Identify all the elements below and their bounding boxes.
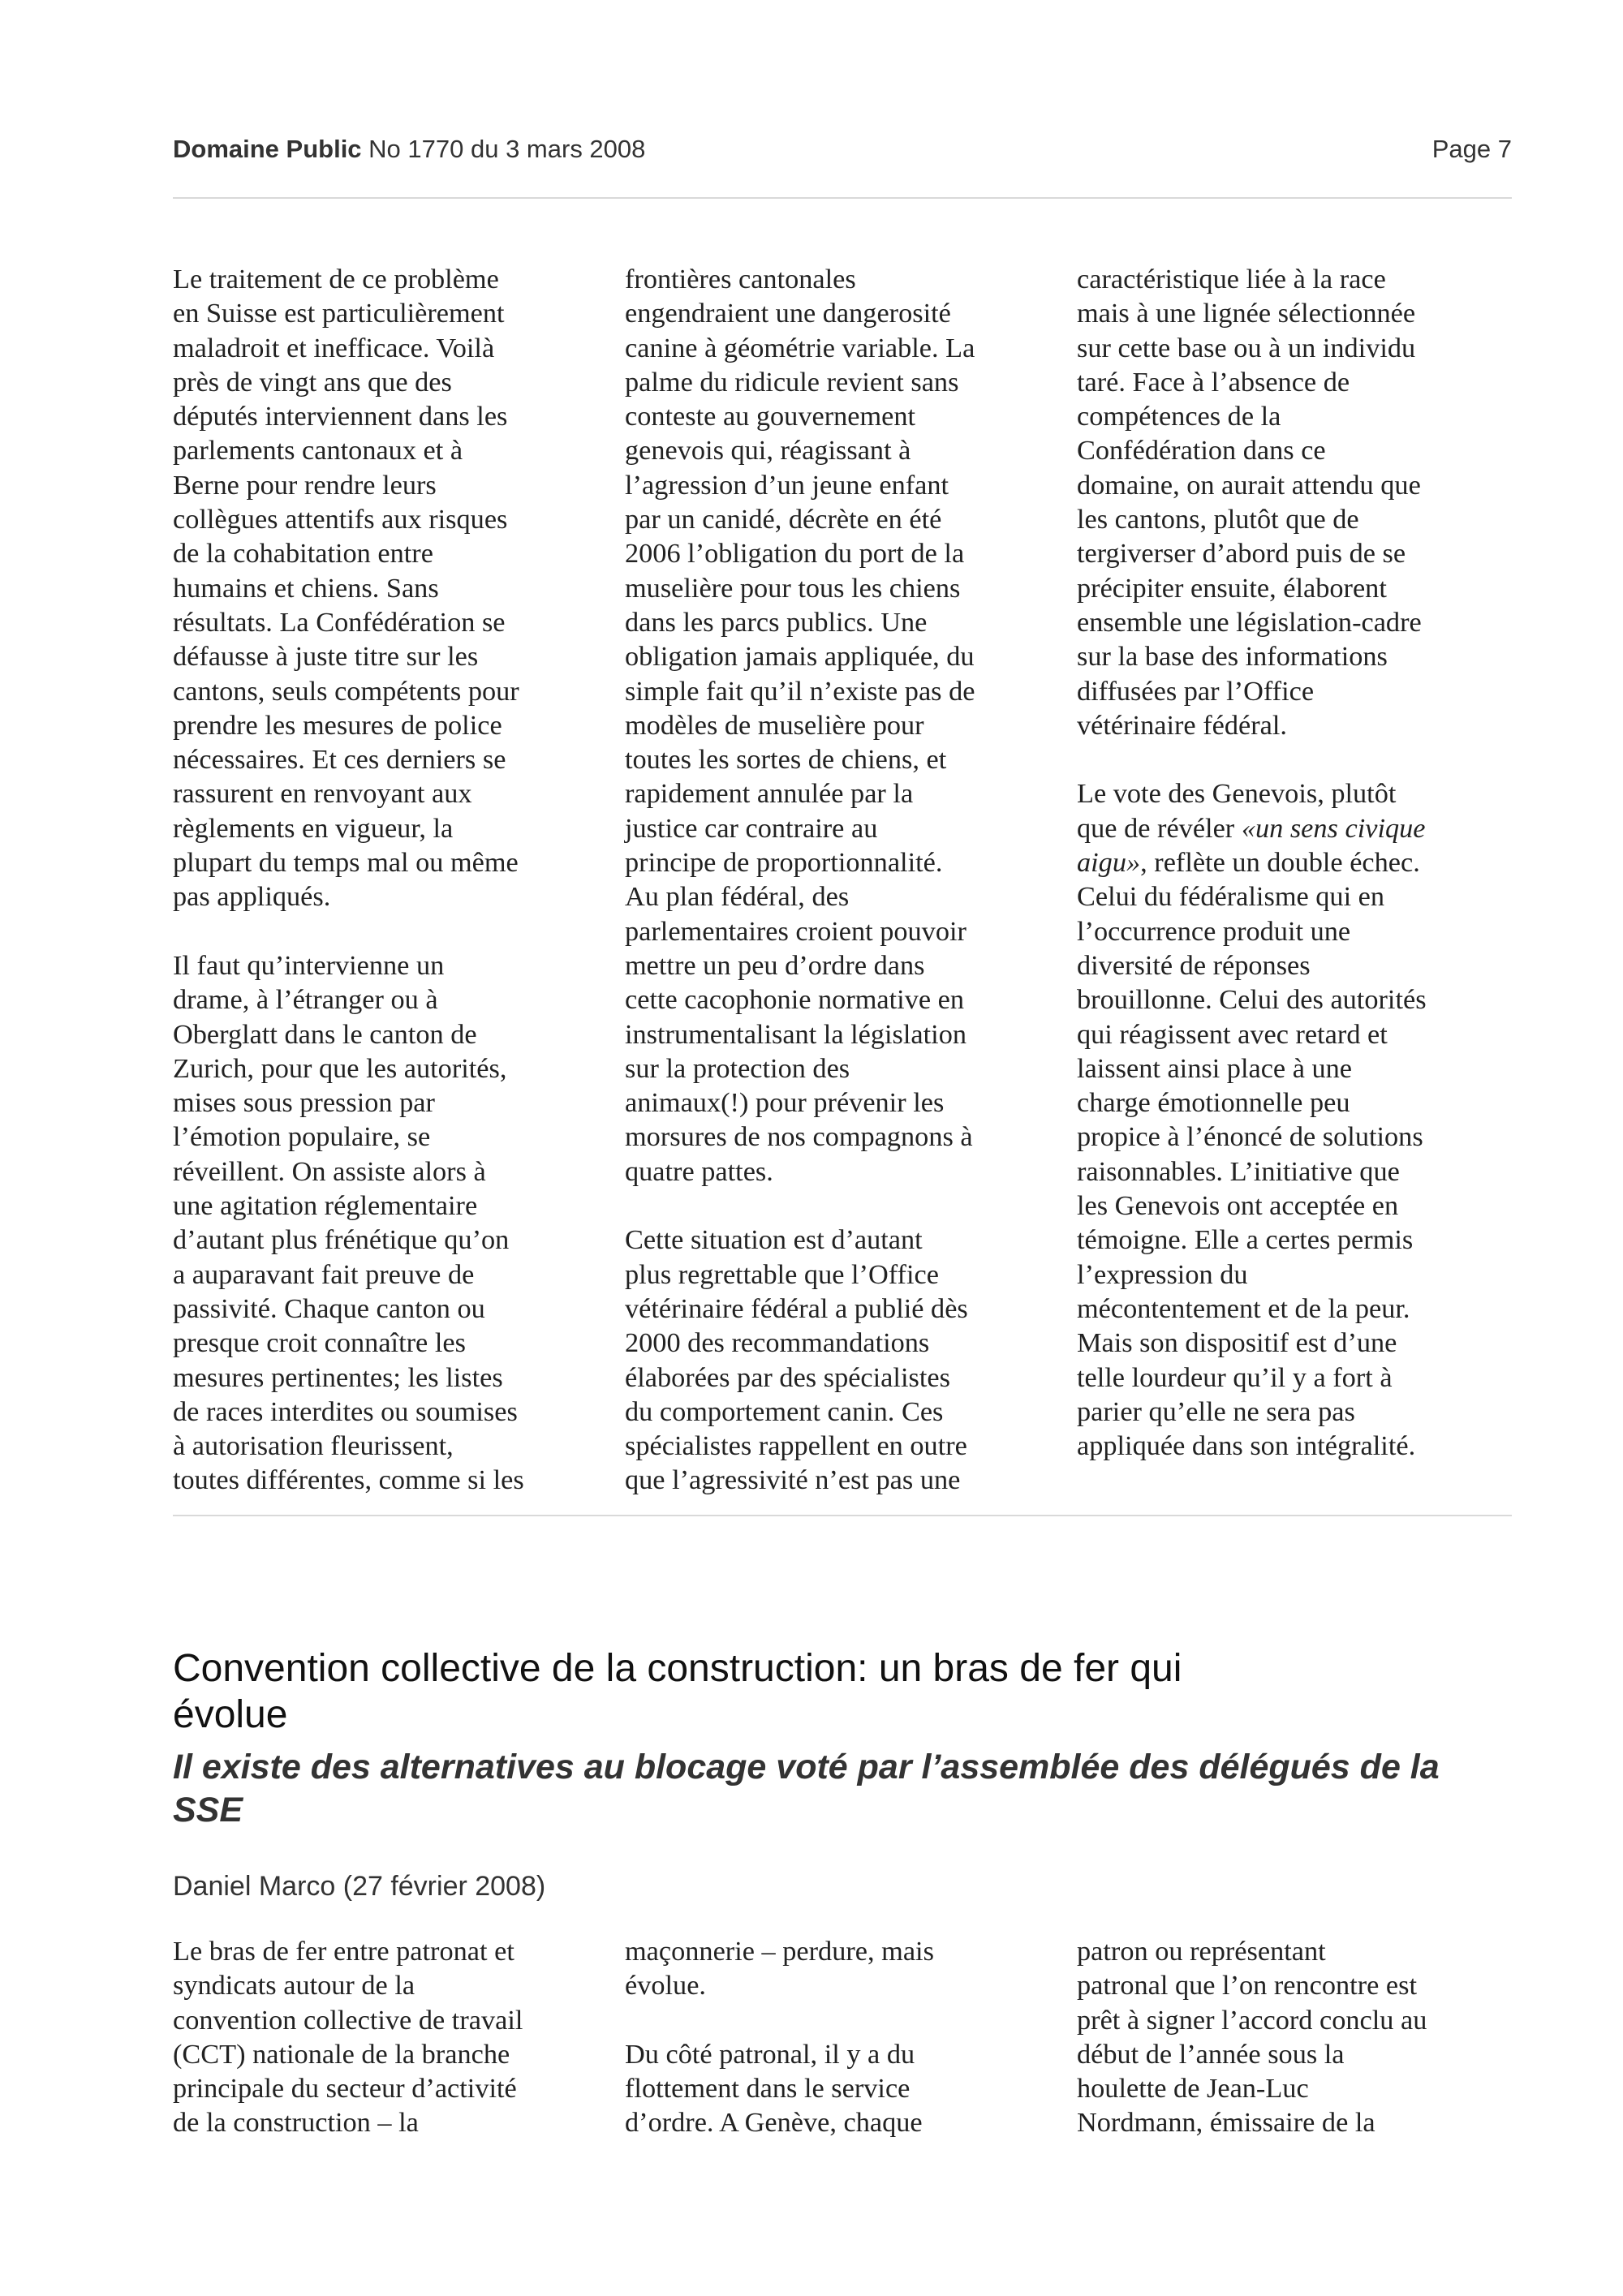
text-line: parlementaires croient pouvoir xyxy=(625,915,966,947)
paragraph xyxy=(625,1934,1053,2003)
text-line: plus regrettable que l’Office xyxy=(625,1258,939,1290)
text-line: (CCT) nationale de la branche xyxy=(173,2038,510,2070)
text-line: canine à géométrie variable. La xyxy=(625,332,975,363)
text-line: d’ordre. A Genève, chaque xyxy=(625,2107,923,2139)
text-line: Nordmann, émissaire de la xyxy=(1077,2107,1375,2139)
text-line: d’autant plus frénétique qu’on xyxy=(173,1224,510,1256)
text-line: l’agression d’un jeune enfant xyxy=(625,469,949,501)
text-line: caractéristique liée à la race xyxy=(1077,264,1386,295)
text-line: dans les parcs publics. Une xyxy=(625,606,928,638)
text-line: Le traitement de ce problème xyxy=(173,264,499,295)
text-line: quatre pattes. xyxy=(625,1155,773,1187)
quote-italic: «un sens civique xyxy=(1241,812,1426,844)
text-line: 2000 des recommandations xyxy=(625,1327,930,1359)
text-line: maladroit et inefficace. Voilà xyxy=(173,332,495,363)
text-line: sur la protection des xyxy=(625,1052,850,1084)
text-line: qui réagissent avec retard et xyxy=(1077,1018,1388,1050)
article2-column-1 xyxy=(173,1934,601,2140)
issue-info: No 1770 du 3 mars 2008 xyxy=(368,135,646,163)
text-line: à autorisation fleurissent, xyxy=(173,1430,454,1462)
text-line: parier qu’elle ne sera pas xyxy=(1077,1395,1355,1427)
paragraph-rest xyxy=(1077,879,1505,1463)
subtitle-line: SSE xyxy=(173,1791,243,1829)
text-line: début de l’année sous la xyxy=(1077,2038,1345,2070)
text-line: a auparavant fait preuve de xyxy=(173,1258,475,1290)
text-line: sur cette base ou à un individu xyxy=(1077,332,1416,363)
text-line: conteste au gouvernement xyxy=(625,401,916,432)
text-line: simple fait qu’il n’existe pas de xyxy=(625,675,975,707)
article2-column-3 xyxy=(1077,1934,1505,2140)
page-number: Page 7 xyxy=(1431,135,1512,163)
text-line: modèles de muselière pour xyxy=(625,709,924,741)
paragraph xyxy=(625,2037,1053,2140)
text-line: syndicats autour de la xyxy=(173,1970,415,2001)
publication-name: Domaine Public xyxy=(173,135,362,163)
text-line: toutes les sortes de chiens, et xyxy=(625,744,947,776)
text-line: tergiverser d’abord puis de se xyxy=(1077,538,1406,570)
text-line: Confédération dans ce xyxy=(1077,435,1326,467)
article1-column-1 xyxy=(173,262,601,1498)
text-line: près de vingt ans que des xyxy=(173,366,452,398)
text-line: frontières cantonales xyxy=(625,264,856,295)
text-line: Du côté patronal, il y a du xyxy=(625,2038,915,2070)
text-line: Le vote des Genevois, plutôt xyxy=(1077,778,1397,810)
text-line: propice à l’énoncé de solutions xyxy=(1077,1121,1423,1153)
title-line: évolue xyxy=(173,1693,288,1736)
text-line: pas appliqués. xyxy=(173,881,331,913)
text-line: passivité. Chaque canton ou xyxy=(173,1292,485,1324)
title-line: Convention collective de la construction: un bras de fer qui xyxy=(173,1647,1182,1690)
text-line: ensemble une législation-cadre xyxy=(1077,606,1422,638)
text-line: spécialistes rappellent en outre xyxy=(625,1430,967,1462)
text-line: Oberglatt dans le canton de xyxy=(173,1018,477,1050)
text-line: parlements cantonaux et à xyxy=(173,435,463,467)
text-line: patron ou représentant xyxy=(1077,1936,1326,1967)
text-line: les cantons, plutôt que de xyxy=(1077,504,1359,535)
text-line: animaux(!) pour prévenir les xyxy=(625,1087,945,1119)
text-line: mesures pertinentes; les listes xyxy=(173,1361,503,1393)
text-line: vétérinaire fédéral. xyxy=(1077,709,1287,741)
text-line: témoigne. Elle a certes permis xyxy=(1077,1224,1414,1256)
text-line: convention collective de travail xyxy=(173,2004,523,2036)
text-line: rassurent en renvoyant aux xyxy=(173,778,472,810)
text-line: l’occurrence produit une xyxy=(1077,915,1351,947)
text-line: morsures de nos compagnons à xyxy=(625,1121,973,1153)
text-line: sur la base des informations xyxy=(1077,641,1388,673)
paragraph xyxy=(173,948,601,1498)
article1-column-3 xyxy=(1077,262,1505,1463)
text-line: Le bras de fer entre patronat et xyxy=(173,1936,514,1967)
article-byline: Daniel Marco (27 février 2008) xyxy=(173,1871,546,1902)
text-line: raisonnables. L’initiative que xyxy=(1077,1155,1400,1187)
text-line: laissent ainsi place à une xyxy=(1077,1052,1353,1084)
paragraph xyxy=(1077,776,1505,1463)
paragraph xyxy=(173,262,601,914)
text-line: taré. Face à l’absence de xyxy=(1077,366,1350,398)
text-line: cette cacophonie normative en xyxy=(625,984,965,1016)
paragraph xyxy=(625,262,1053,1189)
text-line: justice car contraire au xyxy=(625,812,878,844)
text-line: en Suisse est particulièrement xyxy=(173,298,505,329)
text-line: de la construction – la xyxy=(173,2107,419,2139)
text-line: diffusées par l’Office xyxy=(1077,675,1315,707)
text-line: mécontentement et de la peur. xyxy=(1077,1292,1410,1324)
text-line: cantons, seuls compétents pour xyxy=(173,675,519,707)
article-divider xyxy=(173,1515,1512,1516)
header-divider xyxy=(173,197,1512,199)
text-line: l’émotion populaire, se xyxy=(173,1121,431,1153)
paragraph xyxy=(173,1934,601,2140)
text-line: charge émotionnelle peu xyxy=(1077,1087,1350,1119)
text-line: maçonnerie – perdure, mais xyxy=(625,1936,934,1967)
paragraph xyxy=(1077,262,1505,742)
text-line: appliquée dans son intégralité. xyxy=(1077,1430,1416,1462)
text-line: brouillonne. Celui des autorités xyxy=(1077,984,1427,1016)
text-line: députés interviennent dans les xyxy=(173,401,508,432)
text-span: que de révéler xyxy=(1077,812,1242,844)
page-header xyxy=(173,133,1512,166)
text-line: engendraient une dangerosité xyxy=(625,298,951,329)
text-line: compétences de la xyxy=(1077,401,1281,432)
text-line: précipiter ensuite, élaborent xyxy=(1077,572,1387,604)
text-line: que l’agressivité n’est pas une xyxy=(625,1464,961,1496)
text-line: mais à une lignée sélectionnée xyxy=(1077,298,1416,329)
text-line: Cette situation est d’autant xyxy=(625,1224,923,1256)
text-line: patronal que l’on rencontre est xyxy=(1077,1970,1418,2001)
text-line: évolue. xyxy=(625,1970,706,2001)
text-line: presque croit connaître les xyxy=(173,1327,466,1359)
quote-italic: aigu» xyxy=(1077,847,1141,879)
text-line: domaine, on aurait attendu que xyxy=(1077,469,1421,501)
text-line: plupart du temps mal ou même xyxy=(173,847,519,879)
paragraph xyxy=(1077,1934,1505,2140)
text-line: humains et chiens. Sans xyxy=(173,572,439,604)
text-line: du comportement canin. Ces xyxy=(625,1395,944,1427)
text-line: Berne pour rendre leurs xyxy=(173,469,437,501)
text-line: prêt à signer l’accord conclu au xyxy=(1077,2004,1427,2036)
text-line: Au plan fédéral, des xyxy=(625,881,850,913)
text-line: Zurich, pour que les autorités, xyxy=(173,1052,507,1084)
article-title xyxy=(173,1645,1552,1738)
text-line: élaborées par des spécialistes xyxy=(625,1361,950,1393)
article2-column-2 xyxy=(625,1934,1053,2140)
text-line: l’expression du xyxy=(1077,1258,1248,1290)
text-line: mettre un peu d’ordre dans xyxy=(625,949,925,981)
text-line: flottement dans le service xyxy=(625,2073,911,2105)
subtitle-line: Il existe des alternatives au blocage voté par l’assemblée des délégués de la xyxy=(173,1748,1440,1786)
text-line: 2006 l’obligation du port de la xyxy=(625,538,965,570)
text-line: résultats. La Confédération se xyxy=(173,606,506,638)
text-line: par un canidé, décrète en été xyxy=(625,504,942,535)
text-line: vétérinaire fédéral a publié dès xyxy=(625,1292,968,1324)
text-line: Mais son dispositif est d’une xyxy=(1077,1327,1397,1359)
text-line: Il faut qu’intervienne un xyxy=(173,949,445,981)
text-line: Celui du fédéralisme qui en xyxy=(1077,881,1385,913)
text-line: défausse à juste titre sur les xyxy=(173,641,479,673)
text-line: nécessaires. Et ces derniers se xyxy=(173,744,506,776)
text-line: instrumentalisant la législation xyxy=(625,1018,967,1050)
text-line xyxy=(1077,811,1505,845)
text-line: règlements en vigueur, la xyxy=(173,812,454,844)
paragraph xyxy=(625,1223,1053,1497)
text-line: collègues attentifs aux risques xyxy=(173,504,508,535)
text-line: principale du secteur d’activité xyxy=(173,2073,517,2105)
text-line: toutes différentes, comme si les xyxy=(173,1464,524,1496)
text-line: une agitation réglementaire xyxy=(173,1190,478,1222)
text-line: de races interdites ou soumises xyxy=(173,1395,518,1427)
article-subtitle xyxy=(173,1746,1552,1832)
text-line: muselière pour tous les chiens xyxy=(625,572,961,604)
text-line xyxy=(1077,845,1505,879)
text-line: réveillent. On assiste alors à xyxy=(173,1155,486,1187)
article1-column-2 xyxy=(625,262,1053,1498)
text-line: de la cohabitation entre xyxy=(173,538,433,570)
text-line: palme du ridicule revient sans xyxy=(625,366,959,398)
text-line: drame, à l’étranger ou à xyxy=(173,984,438,1016)
text-line: les Genevois ont acceptée en xyxy=(1077,1190,1399,1222)
text-line: diversité de réponses xyxy=(1077,949,1311,981)
text-line: houlette de Jean-Luc xyxy=(1077,2073,1309,2105)
text-line: telle lourdeur qu’il y a fort à xyxy=(1077,1361,1393,1393)
text-line: prendre les mesures de police xyxy=(173,709,502,741)
text-line: principe de proportionnalité. xyxy=(625,847,943,879)
text-span: , reflète un double échec. xyxy=(1140,847,1420,879)
text-line: rapidement annulée par la xyxy=(625,778,914,810)
text-line: mises sous pression par xyxy=(173,1087,435,1119)
text-line: genevois qui, réagissant à xyxy=(625,435,911,467)
text-line: obligation jamais appliquée, du xyxy=(625,641,975,673)
